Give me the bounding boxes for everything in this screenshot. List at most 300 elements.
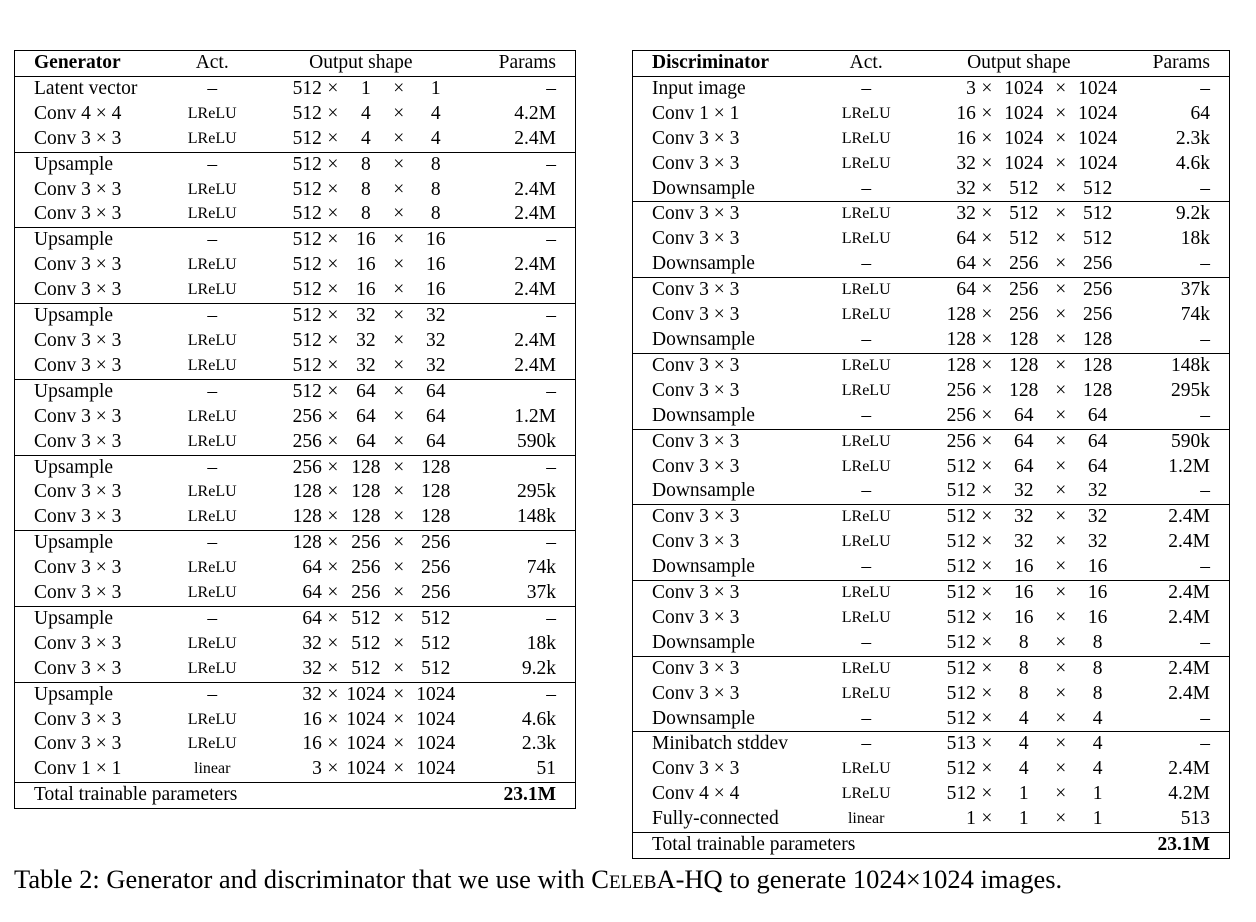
- layer-activation: –: [164, 228, 260, 253]
- output-height: 64: [1014, 404, 1034, 426]
- output-channels: 512: [946, 606, 976, 628]
- times-sign: ×: [388, 152, 410, 177]
- output-channels: 32: [302, 632, 322, 654]
- generator-layer-row: [15, 329, 576, 354]
- layer-params: –: [1200, 631, 1210, 653]
- layer-params: –: [546, 77, 556, 99]
- layer-activation: LReLU: [187, 584, 237, 602]
- output-channels: 512: [260, 228, 322, 253]
- layer-activation: –: [861, 177, 872, 199]
- output-height: 256: [351, 557, 381, 579]
- layer-name: Conv 4 × 4: [34, 102, 122, 124]
- generator-layer-row: [15, 102, 576, 127]
- output-height: 4: [1018, 707, 1029, 729]
- times-sign: ×: [327, 481, 339, 503]
- layer-activation: LReLU: [841, 684, 891, 702]
- layer-activation: LReLU: [187, 735, 237, 753]
- output-width: 16: [1087, 556, 1108, 578]
- output-height: 4: [360, 102, 371, 124]
- times-sign: ×: [1055, 304, 1067, 326]
- times-sign: ×: [388, 379, 410, 404]
- output-height: 512: [344, 606, 388, 631]
- layer-params: –: [1200, 77, 1210, 99]
- discriminator-layer-row: [633, 479, 1230, 504]
- layer-activation: –: [861, 77, 872, 99]
- output-height: 64: [998, 429, 1050, 454]
- layer-activation: LReLU: [818, 429, 914, 454]
- layer-params: –: [1200, 480, 1210, 502]
- layer-activation: LReLU: [187, 104, 237, 122]
- generator-layer-row: [15, 531, 576, 556]
- output-height: 1: [1018, 808, 1029, 830]
- layer-name: Upsample: [15, 152, 165, 177]
- discriminator-layer-row: [633, 631, 1230, 656]
- times-sign: ×: [981, 606, 993, 628]
- output-channels: 64: [302, 582, 322, 604]
- times-sign: ×: [327, 254, 339, 276]
- output-height: 64: [356, 430, 376, 452]
- times-sign: ×: [981, 379, 993, 401]
- times-sign: ×: [393, 430, 405, 452]
- layer-name: Conv 3 × 3: [34, 557, 122, 579]
- output-height: 4: [998, 732, 1050, 757]
- discriminator-total-label: Total trainable parameters: [633, 833, 1124, 859]
- layer-params: –: [462, 379, 576, 404]
- times-sign: ×: [981, 404, 993, 426]
- times-sign: ×: [1050, 429, 1072, 454]
- output-height: 32: [356, 354, 376, 376]
- output-channels: 512: [946, 556, 976, 578]
- times-sign: ×: [327, 582, 339, 604]
- layer-params: 4.6k: [1175, 152, 1210, 174]
- layer-name: Upsample: [15, 379, 165, 404]
- times-sign: ×: [981, 808, 993, 830]
- times-sign: ×: [327, 506, 339, 528]
- layer-activation: LReLU: [187, 407, 237, 425]
- times-sign: ×: [1055, 707, 1067, 729]
- generator-header-shape: Output shape: [260, 51, 462, 77]
- layer-name: Conv 3 × 3: [34, 657, 122, 679]
- layer-name: Conv 3 × 3: [34, 481, 122, 503]
- output-channels: 512: [292, 77, 322, 99]
- times-sign: ×: [327, 430, 339, 452]
- caption-dataset: CelebA-HQ: [591, 864, 723, 894]
- layer-params: 37k: [526, 582, 556, 604]
- times-sign: ×: [981, 455, 993, 477]
- layer-name: Conv 3 × 3: [633, 353, 819, 378]
- times-sign: ×: [327, 557, 339, 579]
- layer-name: Upsample: [15, 531, 165, 556]
- times-sign: ×: [981, 631, 993, 653]
- times-sign: ×: [1050, 505, 1072, 530]
- output-width: 32: [1087, 531, 1108, 553]
- layer-params: 2.4M: [1168, 682, 1210, 704]
- discriminator-layer-row: [633, 707, 1230, 732]
- output-height: 64: [344, 379, 388, 404]
- layer-activation: LReLU: [841, 785, 891, 803]
- layer-params: 64: [1190, 102, 1210, 124]
- output-width: 1024: [410, 682, 462, 707]
- output-height: 512: [1009, 228, 1039, 250]
- layer-name: Conv 3 × 3: [34, 329, 122, 351]
- output-channels: 256: [292, 430, 322, 452]
- output-channels: 128: [260, 531, 322, 556]
- output-height: 16: [1014, 556, 1034, 578]
- output-height: 1024: [1004, 127, 1044, 149]
- layer-activation: LReLU: [187, 205, 237, 223]
- layer-activation: linear: [847, 810, 885, 828]
- output-height: 512: [351, 657, 381, 679]
- times-sign: ×: [393, 557, 405, 579]
- output-channels: 512: [292, 102, 322, 124]
- generator-layer-row: [15, 354, 576, 379]
- output-channels: 32: [914, 202, 976, 227]
- times-sign: ×: [327, 758, 339, 780]
- layer-activation: LReLU: [187, 432, 237, 450]
- times-sign: ×: [393, 77, 405, 99]
- discriminator-layer-row: [633, 202, 1230, 227]
- times-sign: ×: [981, 228, 993, 250]
- times-sign: ×: [322, 304, 344, 329]
- output-channels: 128: [292, 506, 322, 528]
- caption-suffix: to generate 1024×1024 images.: [722, 864, 1063, 894]
- output-channels: 16: [302, 708, 322, 730]
- output-width: 128: [1083, 328, 1113, 350]
- output-width: 512: [1072, 202, 1124, 227]
- layer-params: –: [462, 606, 576, 631]
- times-sign: ×: [393, 657, 405, 679]
- output-channels: 32: [302, 657, 322, 679]
- output-channels: 512: [292, 203, 322, 225]
- output-height: 32: [998, 505, 1050, 530]
- layer-name: Conv 3 × 3: [652, 152, 740, 174]
- generator-layer-row: [15, 178, 576, 203]
- discriminator-layer-row: [633, 656, 1230, 681]
- times-sign: ×: [1050, 278, 1072, 303]
- output-width: 32: [1072, 505, 1124, 530]
- discriminator-layer-row: [633, 555, 1230, 580]
- layer-activation: LReLU: [187, 356, 237, 374]
- times-sign: ×: [1050, 656, 1072, 681]
- times-sign: ×: [1055, 783, 1067, 805]
- layer-params: 1.2M: [514, 405, 556, 427]
- times-sign: ×: [981, 758, 993, 780]
- times-sign: ×: [981, 682, 993, 704]
- times-sign: ×: [981, 77, 993, 99]
- output-height: 128: [1009, 328, 1039, 350]
- layer-name: Downsample: [652, 556, 755, 578]
- times-sign: ×: [393, 178, 405, 200]
- output-width: 64: [1072, 429, 1124, 454]
- output-height: 1024: [344, 682, 388, 707]
- output-channels: 128: [946, 328, 976, 350]
- output-height: 512: [1009, 177, 1039, 199]
- layer-name: Downsample: [652, 480, 755, 502]
- layer-params: 590k: [517, 430, 556, 452]
- layer-name: Fully-connected: [652, 808, 779, 830]
- output-width: 64: [425, 430, 446, 452]
- output-width: 16: [425, 279, 446, 301]
- output-width: 256: [421, 582, 451, 604]
- discriminator-layer-row: [633, 606, 1230, 631]
- output-channels: 512: [946, 758, 976, 780]
- generator-layer-row: [15, 732, 576, 757]
- output-height: 16: [356, 279, 376, 301]
- output-width: 512: [1083, 228, 1113, 250]
- output-width: 1024: [416, 758, 456, 780]
- layer-activation: –: [861, 404, 872, 426]
- times-sign: ×: [393, 481, 405, 503]
- layer-params: 51: [536, 758, 556, 780]
- output-height: 256: [351, 582, 381, 604]
- layer-name: Upsample: [15, 606, 165, 631]
- times-sign: ×: [393, 632, 405, 654]
- output-height: 1024: [346, 758, 386, 780]
- layer-activation: LReLU: [818, 353, 914, 378]
- output-width: 512: [1083, 177, 1113, 199]
- layer-name: Conv 3 × 3: [633, 429, 819, 454]
- layer-activation: LReLU: [818, 656, 914, 681]
- output-width: 1024: [1078, 127, 1118, 149]
- times-sign: ×: [327, 127, 339, 149]
- times-sign: ×: [981, 707, 993, 729]
- output-width: 128: [421, 481, 451, 503]
- layer-params: 2.4M: [514, 254, 556, 276]
- times-sign: ×: [1055, 606, 1067, 628]
- generator-layer-row: [15, 505, 576, 530]
- discriminator-layer-row: [633, 76, 1230, 101]
- times-sign: ×: [388, 228, 410, 253]
- times-sign: ×: [981, 253, 993, 275]
- generator-layer-row: [15, 405, 576, 430]
- layer-name: Conv 3 × 3: [34, 178, 122, 200]
- layer-activation: –: [861, 480, 872, 502]
- output-height: 8: [998, 656, 1050, 681]
- output-channels: 512: [914, 505, 976, 530]
- output-width: 16: [1072, 581, 1124, 606]
- output-channels: 1: [966, 808, 976, 830]
- times-sign: ×: [393, 582, 405, 604]
- output-channels: 512: [914, 656, 976, 681]
- times-sign: ×: [1055, 758, 1067, 780]
- times-sign: ×: [981, 531, 993, 553]
- layer-name: Downsample: [652, 707, 755, 729]
- output-width: 128: [410, 455, 462, 480]
- generator-layer-row: [15, 379, 576, 404]
- layer-name: Conv 3 × 3: [652, 455, 740, 477]
- output-width: 8: [430, 178, 441, 200]
- output-channels: 256: [292, 405, 322, 427]
- layer-activation: LReLU: [841, 760, 891, 778]
- output-height: 16: [998, 581, 1050, 606]
- layer-name: Downsample: [652, 631, 755, 653]
- times-sign: ×: [976, 505, 998, 530]
- times-sign: ×: [327, 632, 339, 654]
- output-height: 256: [1009, 304, 1039, 326]
- output-width: 8: [430, 203, 441, 225]
- times-sign: ×: [393, 758, 405, 780]
- output-width: 128: [1072, 353, 1124, 378]
- times-sign: ×: [322, 682, 344, 707]
- times-sign: ×: [1055, 228, 1067, 250]
- output-width: 4: [1072, 732, 1124, 757]
- output-width: 4: [430, 102, 441, 124]
- generator-layer-row: [15, 127, 576, 152]
- times-sign: ×: [1055, 152, 1067, 174]
- output-width: 512: [421, 657, 451, 679]
- discriminator-layer-row: [633, 732, 1230, 757]
- output-channels: 256: [946, 379, 976, 401]
- layer-params: 2.4M: [1124, 581, 1230, 606]
- times-sign: ×: [388, 606, 410, 631]
- discriminator-layer-row: [633, 328, 1230, 353]
- layer-params: 513: [1180, 808, 1210, 830]
- layer-params: 2.4M: [1168, 531, 1210, 553]
- layer-params: 37k: [1124, 278, 1230, 303]
- layer-params: –: [462, 304, 576, 329]
- output-width: 8: [1092, 682, 1103, 704]
- times-sign: ×: [1055, 328, 1067, 350]
- discriminator-layer-row: [633, 379, 1230, 404]
- times-sign: ×: [1055, 102, 1067, 124]
- output-height: 128: [351, 481, 381, 503]
- discriminator-layer-row: [633, 505, 1230, 530]
- layer-name: Conv 3 × 3: [34, 279, 122, 301]
- layer-name: Conv 3 × 3: [652, 606, 740, 628]
- layer-name: Downsample: [652, 328, 755, 350]
- generator-layer-row: [15, 606, 576, 631]
- generator-layer-row: [15, 278, 576, 303]
- layer-activation: –: [861, 707, 872, 729]
- layer-name: Input image: [652, 77, 746, 99]
- output-width: 8: [1072, 656, 1124, 681]
- layer-name: Downsample: [652, 253, 755, 275]
- layer-activation: –: [164, 455, 260, 480]
- output-channels: 512: [946, 455, 976, 477]
- output-width: 16: [425, 254, 446, 276]
- layer-activation: LReLU: [841, 230, 891, 248]
- discriminator-layer-row: [633, 102, 1230, 127]
- layer-params: –: [1200, 556, 1210, 578]
- layer-params: 2.4M: [514, 178, 556, 200]
- layer-name: Conv 3 × 3: [34, 127, 122, 149]
- layer-activation: LReLU: [187, 256, 237, 274]
- layer-activation: LReLU: [187, 129, 237, 147]
- output-height: 8: [1018, 682, 1029, 704]
- times-sign: ×: [322, 379, 344, 404]
- layer-name: Conv 1 × 1: [34, 758, 122, 780]
- layer-params: 2.4M: [514, 203, 556, 225]
- times-sign: ×: [327, 354, 339, 376]
- layer-name: Upsample: [15, 455, 165, 480]
- times-sign: ×: [976, 202, 998, 227]
- layer-name: Conv 3 × 3: [34, 733, 122, 755]
- output-width: 8: [410, 152, 462, 177]
- layer-params: 4.6k: [521, 708, 556, 730]
- times-sign: ×: [327, 657, 339, 679]
- output-height: 32: [1014, 531, 1034, 553]
- output-height: 8: [1018, 631, 1029, 653]
- layer-params: –: [1200, 328, 1210, 350]
- output-width: 64: [1087, 455, 1108, 477]
- times-sign: ×: [393, 405, 405, 427]
- generator-layer-row: [15, 304, 576, 329]
- layer-activation: –: [207, 77, 218, 99]
- output-width: 64: [410, 379, 462, 404]
- times-sign: ×: [976, 278, 998, 303]
- times-sign: ×: [322, 228, 344, 253]
- layer-params: 295k: [517, 481, 556, 503]
- output-height: 1024: [1004, 77, 1044, 99]
- output-height: 256: [998, 278, 1050, 303]
- output-channels: 64: [914, 278, 976, 303]
- output-height: 128: [1009, 379, 1039, 401]
- output-width: 4: [1092, 707, 1103, 729]
- times-sign: ×: [976, 732, 998, 757]
- layer-activation: –: [861, 328, 872, 350]
- times-sign: ×: [1055, 404, 1067, 426]
- layer-activation: LReLU: [187, 180, 237, 198]
- discriminator-layer-row: [633, 177, 1230, 202]
- layer-params: 74k: [1180, 304, 1210, 326]
- layer-params: 2.4M: [514, 354, 556, 376]
- output-width: 32: [410, 304, 462, 329]
- layer-activation: –: [164, 152, 260, 177]
- layer-activation: LReLU: [187, 483, 237, 501]
- generator-layer-row: [15, 228, 576, 253]
- layer-name: Conv 3 × 3: [633, 656, 819, 681]
- discriminator-layer-row: [633, 807, 1230, 832]
- layer-params: –: [462, 228, 576, 253]
- output-channels: 512: [946, 480, 976, 502]
- layer-params: 9.2k: [521, 657, 556, 679]
- layer-activation: –: [861, 631, 872, 653]
- output-channels: 512: [260, 152, 322, 177]
- layer-name: Latent vector: [34, 77, 138, 99]
- layer-params: –: [1200, 177, 1210, 199]
- output-channels: 256: [946, 404, 976, 426]
- layer-activation: LReLU: [187, 634, 237, 652]
- generator-layer-row: [15, 202, 576, 227]
- output-channels: 16: [956, 127, 976, 149]
- generator-total-label: Total trainable parameters: [15, 783, 462, 809]
- layer-name: Conv 3 × 3: [652, 758, 740, 780]
- generator-table: [14, 50, 576, 809]
- output-width: 1024: [1078, 77, 1118, 99]
- layer-activation: LReLU: [818, 278, 914, 303]
- times-sign: ×: [327, 203, 339, 225]
- layer-params: 148k: [1124, 353, 1230, 378]
- layer-params: 2.4M: [1168, 606, 1210, 628]
- output-width: 128: [1083, 379, 1113, 401]
- output-channels: 128: [914, 353, 976, 378]
- times-sign: ×: [981, 783, 993, 805]
- output-height: 128: [344, 455, 388, 480]
- layer-params: 590k: [1124, 429, 1230, 454]
- layer-activation: LReLU: [841, 457, 891, 475]
- output-channels: 512: [292, 329, 322, 351]
- times-sign: ×: [388, 455, 410, 480]
- layer-name: Conv 3 × 3: [34, 506, 122, 528]
- output-channels: 256: [914, 429, 976, 454]
- layer-activation: LReLU: [187, 559, 237, 577]
- times-sign: ×: [393, 329, 405, 351]
- output-height: 64: [356, 405, 376, 427]
- times-sign: ×: [388, 304, 410, 329]
- layer-name: Conv 3 × 3: [34, 354, 122, 376]
- output-channels: 256: [260, 455, 322, 480]
- times-sign: ×: [981, 556, 993, 578]
